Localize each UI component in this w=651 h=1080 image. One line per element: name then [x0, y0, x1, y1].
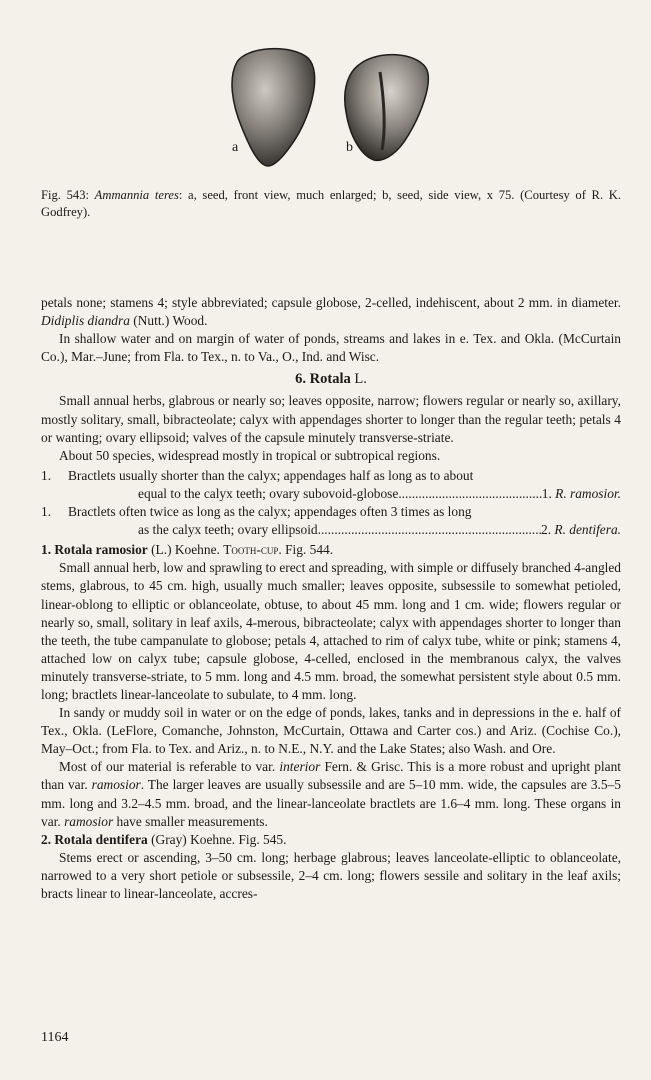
species-2-description: Stems erect or ascending, 3–50 cm. long; herbage glabrous; leaves lanceolate-elliptic to oblanceolate, narrowed to a very short petiole or subsessile, 2–4 cm. long; flowers sessile and solitary in the leaf axils; bracts linear to linear-lanceolate, accres- [41, 849, 621, 901]
figure-label-a: a [232, 140, 239, 155]
key-item: 1. Bractlets usually shorter than the calyx; appendages half as long as to about equal to the calyx teeth; ovary subovoid-globose ..... 1. R. ramosior. [41, 467, 621, 503]
species-1-note: Most of our material is referable to var. interior Fern. & Grisc. This is a more robust and upright plant than var. ramosior. The larger leaves are usually subsessile and are 5–10 mm. wide, the capsules are 3.5–5 mm. long and 3.2–4.5 mm. broad, and the linear-lanceolate bractlets are 1.6–4 mm. long. These organs in var. ramosior have smaller measurements. [41, 759, 621, 829]
figure-caption: Fig. 543: Ammannia teres: a, seed, front view, much enlarged; b, seed, side view, x 75. (Courtesy of R. K. Godfrey). [41, 188, 621, 219]
genus-description: Small annual herbs, glabrous or nearly so; leaves opposite, narrow; flowers regular or nearly so, axillary, mostly solitary, small, bibracteolate; calyx with appendages shorter to longer than the regular teeth; petals 4 or wanting; ovary ellipsoid; valves of the capsule minutely transverse-striate. [41, 393, 621, 445]
paragraph-habitat: In shallow water and on margin of water of ponds, streams and lakes in e. Tex. and Okla. (McCurtain Co.), Mar.–June; from Fla. to Tex., n. to Va., O., Ind. and Wisc. [41, 331, 621, 365]
figure-label-b: b [346, 140, 353, 155]
key-item: 1. Bractlets often twice as long as the calyx; appendages often 3 times as long as the calyx teeth; ovary ellipsoid ..... 2. R. dentifera. [41, 503, 621, 539]
page-number: 1164 [41, 1030, 69, 1045]
seed-front-view [232, 49, 315, 166]
species-1-description: Small annual herb, low and sprawling to erect and spreading, with simple or diffusely branched 4-angled stems, glabrous, to 45 cm. high, usually much smaller; leaves opposite, subsessile to somewhat petioled, linear-oblong to elliptic or oblanceolate, obtuse, to about 45 mm. long and 1 cm. wide; flowers regular or nearly so, small, solitary in leaf axils, 4-merous, bibracteolate; calyx with appendages shorter to longer than the teeth, the tube campanulate to globose; petals 4, attached to rim of calyx tube, white or pink; stamens 4, attached low on calyx tube; capsule globose, 4-celled, enclosed in the membranous calyx, the valves minutely transverse-striate, to 5 mm. long and 4.5 mm. broad, the somewhat persistent style about 0.5 mm. long; bractlets linear-lanceolate to subulate, to 4 mm. long. [41, 560, 621, 702]
paragraph-continued: petals none; stamens 4; style abbreviated; capsule globose, 2-celled, indehiscent, about 2 mm. in diameter. Didiplis diandra (Nutt.) Wood. [41, 295, 621, 329]
species-1-habitat: In sandy or muddy soil in water or on the edge of ponds, lakes, tanks and in depressions in the e. half of Tex., Okla. (LeFlore, Comanche, Johnston, McCurtain, Ottawa and Carter cos.) and Ariz. (Cochise Co.), May–Oct.; from Fla. to Tex. and Ariz., n. to N.E., N.Y. and the Lake States; also Wash. and Ore. [41, 705, 621, 757]
page-body [41, 294, 621, 903]
genus-note: About 50 species, widespread mostly in tropical or subtropical regions. [59, 447, 441, 463]
species-2-heading: 2. Rotala dentifera (Gray) Koehne. Fig. 545. [41, 831, 287, 847]
seed-figure [0, 0, 651, 180]
seed-illustration [0, 0, 651, 180]
seed-side-view [345, 55, 429, 161]
species-key [41, 467, 621, 539]
genus-heading: 6. Rotala L. [295, 371, 367, 388]
species-1-heading: 1. Rotala ramosior (L.) Koehne. Tooth-cup. Fig. 544. [41, 542, 334, 558]
